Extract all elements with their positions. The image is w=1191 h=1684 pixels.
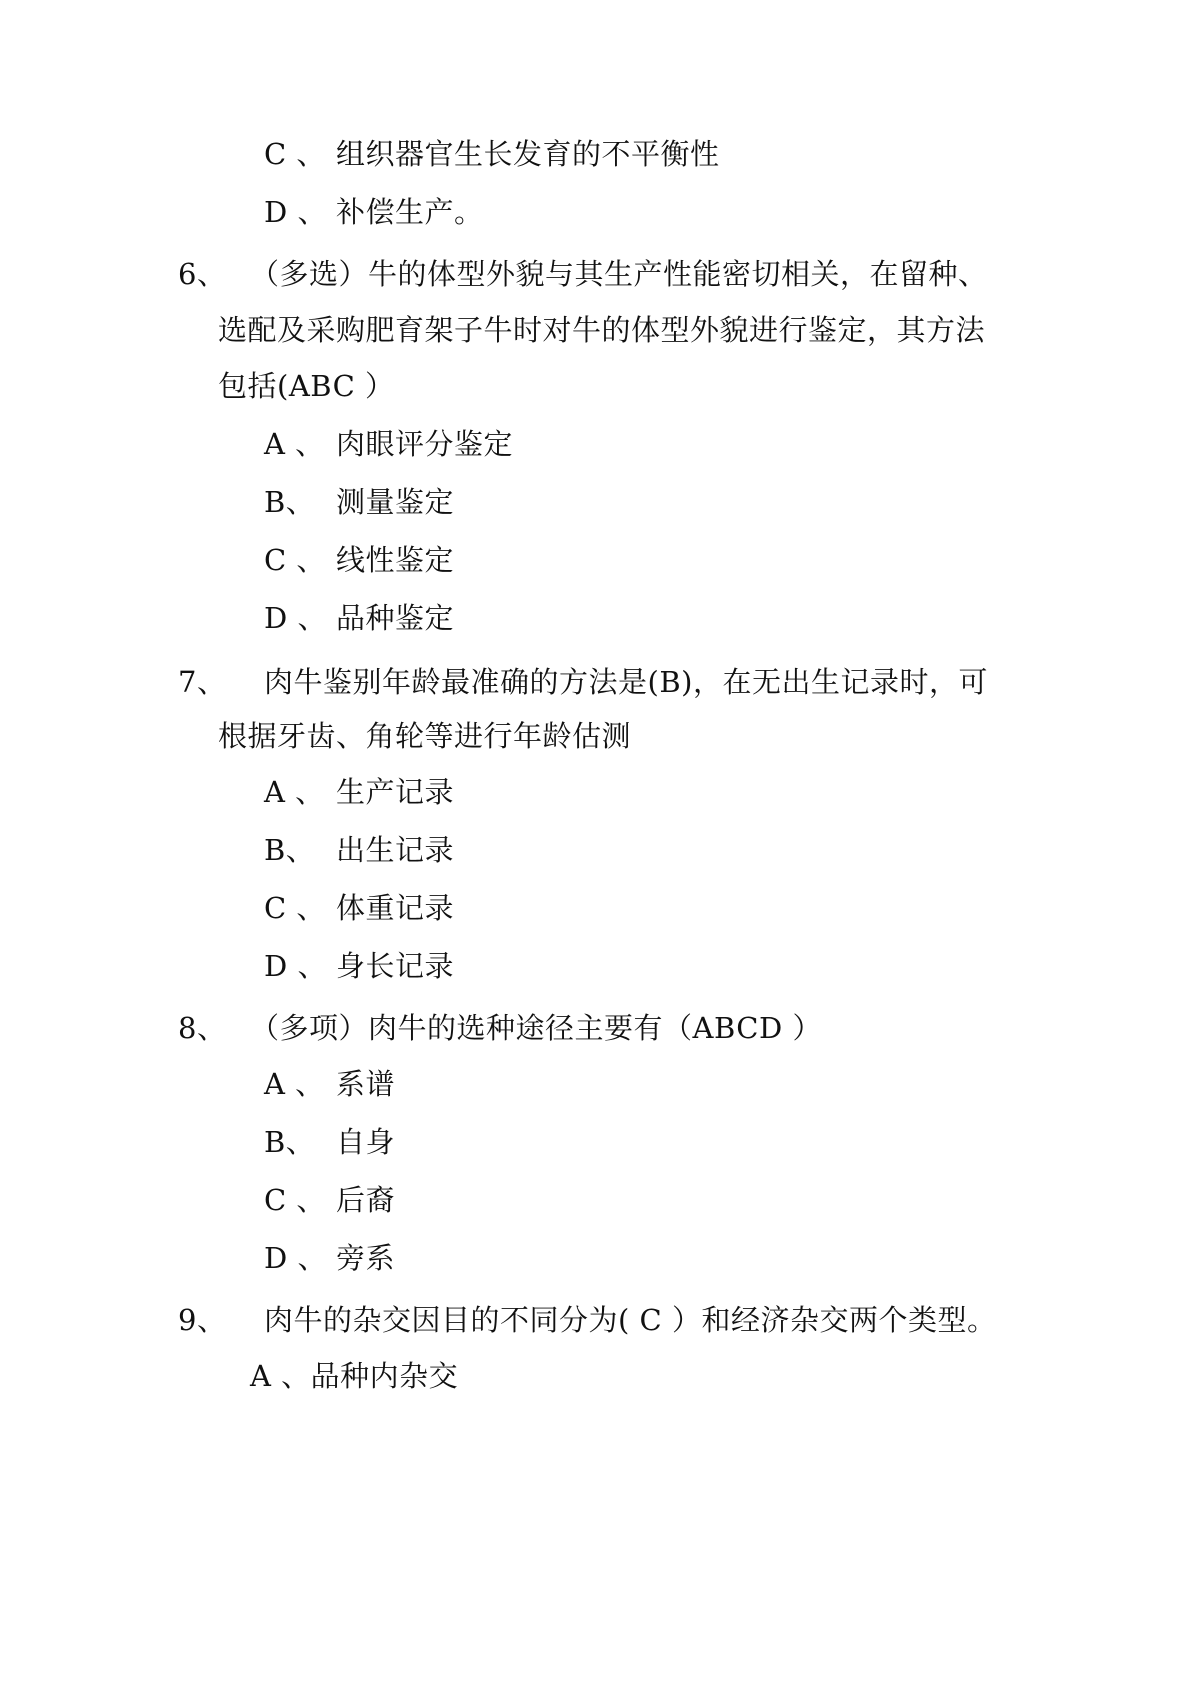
option-text: 补偿生产。 (336, 195, 484, 229)
option-text: 肉眼评分鉴定 (336, 427, 514, 461)
option-letter: A 、 (264, 1067, 325, 1101)
option-letter: A 、 (264, 775, 325, 809)
question-number: 6、 (178, 257, 227, 291)
question-text: （多选）牛的体型外貌与其生产性能密切相关，在留种、 (250, 257, 988, 291)
question-text: 选配及采购肥育架子牛时对牛的体型外貌进行鉴定，其方法 (218, 313, 986, 347)
option-text: 测量鉴定 (336, 485, 455, 519)
option-text: 线性鉴定 (336, 543, 455, 577)
question-text: 包括(ABC ） (218, 369, 395, 403)
question-number: 8、 (178, 1011, 227, 1045)
question-number: 9、 (178, 1303, 227, 1337)
option-letter: C 、 (264, 891, 326, 925)
option-letter: C 、 (264, 137, 326, 171)
option-text: 旁系 (336, 1241, 396, 1275)
option-text: A 、品种内杂交 (250, 1359, 459, 1393)
option-letter: D 、 (264, 949, 327, 983)
question-text: 肉牛的杂交因目的不同分为( C ）和经济杂交两个类型。 (264, 1303, 997, 1337)
option-letter: B、 (264, 833, 316, 867)
question-text: （多项）肉牛的选种途径主要有（ABCD ） (250, 1011, 822, 1045)
question-number: 7、 (178, 665, 227, 699)
option-letter: A 、 (264, 427, 325, 461)
question-text: 根据牙齿、角轮等进行年龄估测 (218, 719, 632, 753)
option-text: 出生记录 (336, 833, 455, 867)
option-text: 体重记录 (336, 891, 455, 925)
question-text: 肉牛鉴别年龄最准确的方法是(B)，在无出生记录时，可 (264, 665, 988, 699)
option-letter: C 、 (264, 543, 326, 577)
option-text: 组织器官生长发育的不平衡性 (336, 137, 720, 171)
option-text: 品种鉴定 (336, 601, 455, 635)
option-letter: C 、 (264, 1183, 326, 1217)
option-letter: B、 (264, 1125, 316, 1159)
option-letter: D 、 (264, 601, 327, 635)
option-letter: D 、 (264, 1241, 327, 1275)
option-letter: D 、 (264, 195, 327, 229)
option-text: 身长记录 (336, 949, 455, 983)
option-text: 自身 (336, 1125, 396, 1159)
option-text: 生产记录 (336, 775, 455, 809)
option-letter: B、 (264, 485, 316, 519)
option-text: 系谱 (336, 1067, 396, 1101)
option-text: 后裔 (336, 1183, 396, 1217)
